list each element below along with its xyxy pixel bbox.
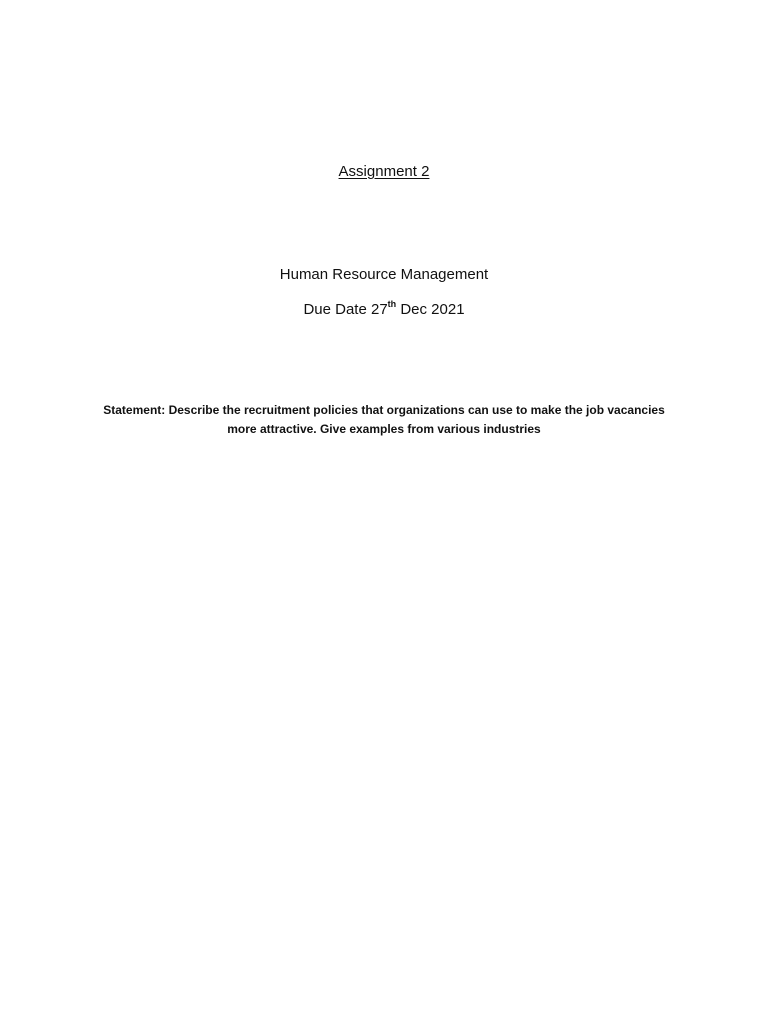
due-date (0, 301, 768, 318)
assignment-statement: Statement: Describe the recruitment policies that organizations can use to make the job vacancies more attractive. Give examples from various industries (103, 403, 665, 436)
course-name: Human Resource Management (279, 266, 489, 283)
due-date-prefix: Due Date 27 (303, 301, 388, 318)
due-date-rest: Dec 2021 (396, 301, 465, 318)
due-date-ordinal-suffix: th (387, 299, 397, 309)
assignment-title: Assignment 2 (338, 163, 430, 180)
